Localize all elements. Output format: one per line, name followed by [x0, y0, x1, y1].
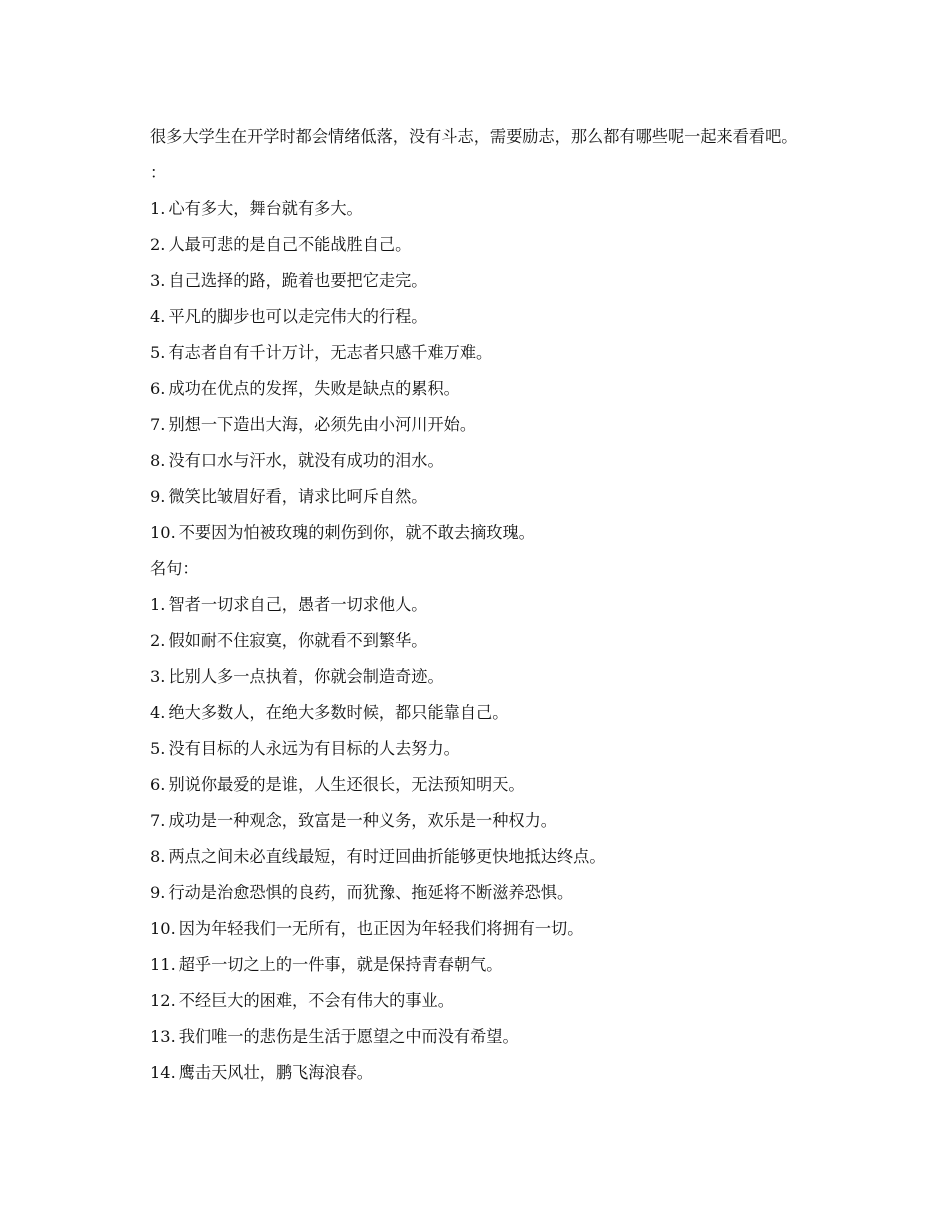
item-number: 8.	[150, 847, 166, 866]
list-item	[113, 623, 837, 659]
item-number: 6.	[150, 379, 166, 398]
item-number: 4.	[150, 307, 166, 326]
list-item	[113, 731, 837, 767]
list-item	[113, 1055, 837, 1091]
item-number: 7.	[150, 811, 166, 830]
item-number: 5.	[150, 343, 166, 362]
list-item	[113, 371, 837, 407]
item-text: 有志者自有千计万计，无志者只感千难万难。	[168, 343, 493, 362]
item-text: 微笑比皱眉好看，请求比呵斥自然。	[168, 487, 428, 506]
intro-paragraph: 很多大学生在开学时都会情绪低落，没有斗志，需要励志，那么都有哪些呢一起来看看吧。	[150, 127, 798, 146]
document-body	[113, 126, 837, 1091]
list-item	[113, 983, 837, 1019]
item-number: 11.	[150, 955, 176, 974]
list-item	[113, 587, 837, 623]
item-number: 2.	[150, 631, 166, 650]
list-item	[113, 191, 837, 227]
item-number: 7.	[150, 415, 166, 434]
colon-heading: ：	[150, 163, 167, 182]
list-item	[113, 911, 837, 947]
list-item	[113, 227, 837, 263]
list-item	[113, 695, 837, 731]
list-item	[113, 839, 837, 875]
item-number: 4.	[150, 703, 166, 722]
item-text: 心有多大，舞台就有多大。	[168, 199, 363, 218]
list-item	[113, 479, 837, 515]
item-text: 假如耐不住寂寞，你就看不到繁华。	[168, 631, 428, 650]
item-text: 人最可悲的是自己不能战胜自己。	[168, 235, 412, 254]
motto-list	[113, 191, 837, 551]
item-text: 行动是治愈恐惧的良药，而犹豫、拖延将不断滋养恐惧。	[168, 883, 574, 902]
list-item	[113, 947, 837, 983]
item-number: 1.	[150, 595, 166, 614]
item-text: 没有目标的人永远为有目标的人去努力。	[168, 739, 460, 758]
item-text: 因为年轻我们一无所有，也正因为年轻我们将拥有一切。	[178, 919, 584, 938]
item-text: 自己选择的路，跪着也要把它走完。	[168, 271, 428, 290]
list-item	[113, 407, 837, 443]
item-number: 3.	[150, 667, 166, 686]
list-item	[113, 803, 837, 839]
item-number: 13.	[150, 1027, 176, 1046]
item-text: 没有口水与汗水，就没有成功的泪水。	[168, 451, 444, 470]
item-number: 2.	[150, 235, 166, 254]
item-text: 成功在优点的发挥，失败是缺点的累积。	[168, 379, 460, 398]
item-number: 8.	[150, 451, 166, 470]
item-number: 9.	[150, 487, 166, 506]
item-number: 10.	[150, 523, 176, 542]
list-item	[113, 875, 837, 911]
item-text: 超乎一切之上的一件事，就是保持青春朝气。	[178, 955, 503, 974]
item-text: 两点之间未必直线最短，有时迂回曲折能够更快地抵达终点。	[168, 847, 606, 866]
quote-list	[113, 587, 837, 1091]
item-text: 别说你最爱的是谁，人生还很长，无法预知明天。	[168, 775, 525, 794]
item-number: 9.	[150, 883, 166, 902]
item-number: 10.	[150, 919, 176, 938]
item-number: 14.	[150, 1063, 176, 1082]
item-text: 成功是一种观念，致富是一种义务，欢乐是一种权力。	[168, 811, 557, 830]
item-number: 5.	[150, 739, 166, 758]
item-text: 不要因为怕被玫瑰的刺伤到你，就不敢去摘玫瑰。	[178, 523, 535, 542]
list-item	[113, 659, 837, 695]
item-text: 比别人多一点执着，你就会制造奇迹。	[168, 667, 444, 686]
item-text: 智者一切求自己，愚者一切求他人。	[168, 595, 428, 614]
section-heading: 名句：	[150, 559, 199, 578]
list-item	[113, 299, 837, 335]
item-number: 3.	[150, 271, 166, 290]
list-item	[113, 1019, 837, 1055]
item-text: 绝大多数人，在绝大多数时候，都只能靠自己。	[168, 703, 509, 722]
list-item	[113, 767, 837, 803]
list-item	[113, 443, 837, 479]
item-number: 6.	[150, 775, 166, 794]
item-number: 1.	[150, 199, 166, 218]
item-text: 不经巨大的困难，不会有伟大的事业。	[178, 991, 454, 1010]
list-item	[113, 263, 837, 299]
list-item	[113, 335, 837, 371]
item-text: 平凡的脚步也可以走完伟大的行程。	[168, 307, 428, 326]
item-number: 12.	[150, 991, 176, 1010]
item-text: 别想一下造出大海，必须先由小河川开始。	[168, 415, 477, 434]
item-text: 鹰击天风壮，鹏飞海浪春。	[178, 1063, 373, 1082]
item-text: 我们唯一的悲伤是生活于愿望之中而没有希望。	[178, 1027, 519, 1046]
list-item	[113, 515, 837, 551]
